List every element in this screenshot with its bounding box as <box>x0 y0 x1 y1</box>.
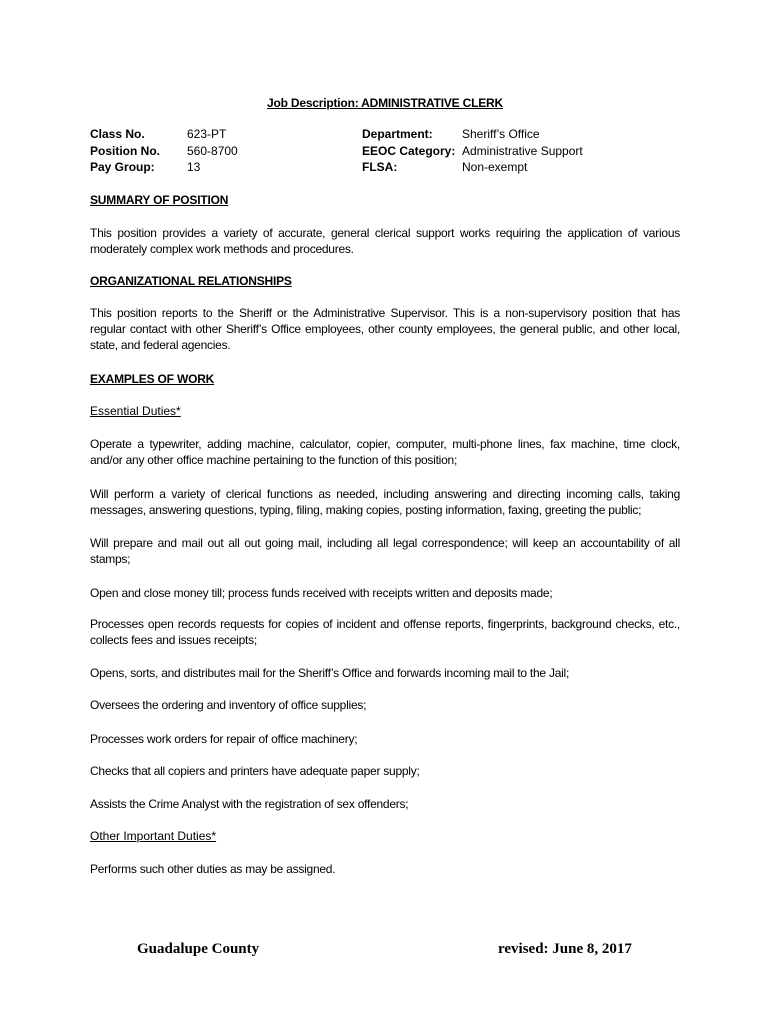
essential-duties-heading: Essential Duties* <box>90 404 181 418</box>
pay-group-value: 13 <box>187 160 201 174</box>
position-info-block <box>90 127 690 179</box>
position-no-value: 560-8700 <box>187 143 238 158</box>
duty-item: Oversees the ordering and inventory of office supplies; <box>90 698 367 712</box>
other-duties-heading: Other Important Duties* <box>90 829 217 843</box>
duty-item: Processes work orders for repair of office machinery; <box>90 732 358 746</box>
footer-county: Guadalupe County <box>137 941 260 957</box>
duty-item: Checks that all copiers and printers have adequate paper supply; <box>90 764 420 778</box>
page-title: Job Description: ADMINISTRATIVE CLERK <box>267 96 503 110</box>
flsa-value: Non-exempt <box>462 160 528 174</box>
duty-item: Opens, sorts, and distributes mail for the Sheriff’s Office and forwards incoming mail to the Jail; <box>90 666 570 680</box>
department-label: Department: <box>362 127 433 141</box>
info-row-2 <box>90 144 690 161</box>
duty-item: Assists the Crime Analyst with the registration of sex offenders; <box>90 797 409 811</box>
eeoc-category-value: Administrative Support <box>462 143 583 158</box>
other-duties-text: Performs such other duties as may be assigned. <box>90 862 336 876</box>
duty-item: Will perform a variety of clerical functions as needed, including answering and directing incoming calls, taking messages, answering questions, typing, filing, making copies, posting information, faxing, greeting the public; <box>90 487 680 517</box>
duty-item: Will prepare and mail out all out going mail, including all legal correspondence; will keep an accountability of all stamps; <box>90 536 680 566</box>
eeoc-category-label: EEOC Category: <box>362 143 456 158</box>
duty-item: Open and close money till; process funds received with receipts written and deposits made; <box>90 586 553 600</box>
info-row-1 <box>90 127 690 144</box>
duty-item: Processes open records requests for copies of incident and offense reports, fingerprints, background checks, etc., collects fees and issues receipts; <box>90 617 680 647</box>
summary-heading: SUMMARY OF POSITION <box>90 193 229 207</box>
class-no-value: 623-PT <box>187 127 227 141</box>
org-relationships-text: This position reports to the Sheriff or the Administrative Supervisor. This is a non-supervisory position that has regular contact with other Sheriff’s Office employees, other county employees, the general public, and other local, state, and federal agencies. <box>90 306 680 352</box>
summary-text: This position provides a variety of accurate, general clerical support works requiring the application of various moderately complex work methods and procedures. <box>90 226 680 256</box>
info-row-3 <box>90 160 690 177</box>
pay-group-label: Pay Group: <box>90 160 155 174</box>
flsa-label: FLSA: <box>362 160 398 174</box>
position-no-label: Position No. <box>90 143 160 158</box>
examples-heading: EXAMPLES OF WORK <box>90 372 215 386</box>
org-relationships-heading: ORGANIZATIONAL RELATIONSHIPS <box>90 274 292 288</box>
footer-revised-date: revised: June 8, 2017 <box>498 941 632 957</box>
class-no-label: Class No. <box>90 127 145 141</box>
department-value: Sheriff’s Office <box>462 127 540 141</box>
duty-item: Operate a typewriter, adding machine, calculator, copier, computer, multi-phone lines, fax machine, time clock, and/or any other office machine pertaining to the function of this position; <box>90 437 680 467</box>
